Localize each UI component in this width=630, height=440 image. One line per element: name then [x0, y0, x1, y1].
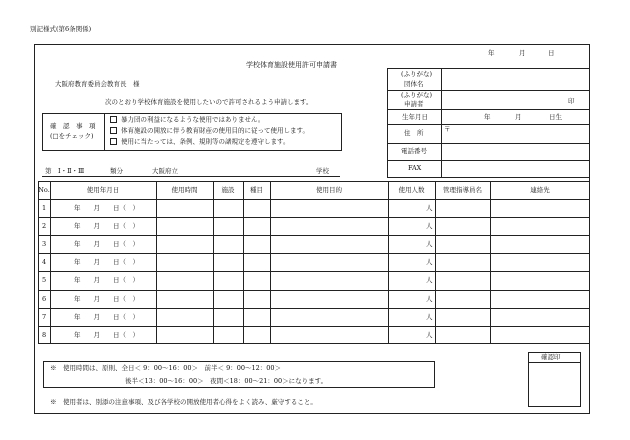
- phone-label: 電話番号: [401, 147, 427, 155]
- row-number: 4: [42, 258, 47, 267]
- date-day: 日: [548, 49, 555, 57]
- row-date: 年 月 日（ ）: [74, 222, 139, 231]
- intro-text: 次のとおり学校体育施設を使用したいので許可されるよう申請します。: [105, 98, 313, 106]
- row-number: 5: [42, 276, 47, 285]
- row-date: 年 月 日（ ）: [74, 312, 139, 321]
- checkbox-1[interactable]: [110, 116, 117, 123]
- category-pref: 大阪府立: [152, 167, 178, 175]
- postal-mark: 〒: [444, 125, 451, 133]
- row-date: 年 月 日（ ）: [74, 276, 139, 285]
- row-date: 年 月 日（ ）: [74, 258, 139, 267]
- time-note-line1: ※ 使用時間は、原則、全日＜ 9：00〜16：00＞ 前半＜ 9：00〜12：00＞: [50, 364, 282, 372]
- furigana-group-label: (ふりがな): [401, 70, 433, 78]
- category-suffix: 類分: [110, 167, 123, 175]
- table-header: 施設: [221, 186, 235, 194]
- fax-label: FAX: [408, 164, 422, 172]
- table-header: No.: [38, 186, 50, 194]
- row-number: 6: [42, 294, 47, 303]
- row-number: 8: [42, 330, 47, 339]
- row-date: 年 月 日（ ）: [74, 330, 139, 339]
- confirm-item-1[interactable]: 暴力団の利益になるような使用ではありません。: [110, 116, 264, 123]
- row-date: 年 月 日（ ）: [74, 204, 139, 212]
- seal-mark: 印: [568, 97, 575, 105]
- row-number: 1: [42, 204, 47, 212]
- row-people-unit: 人: [426, 240, 433, 249]
- row-people-unit: 人: [426, 294, 433, 303]
- addressee: 大阪府教育委員会教育長 様: [55, 80, 140, 88]
- address-label: 住 所: [404, 129, 424, 137]
- category-roman: Ⅰ・Ⅱ・Ⅲ: [58, 167, 85, 175]
- row-date: 年 月 日（ ）: [74, 240, 139, 249]
- confirm-item-2[interactable]: 体育施設の開放に伴う教育財産の使用目的に従って使用します。: [110, 127, 309, 134]
- form-title: 学校体育施設使用許可申請書: [246, 61, 337, 69]
- birth-month: 月: [515, 113, 522, 121]
- category-prefix: 第: [45, 167, 52, 175]
- row-people-unit: 人: [426, 330, 433, 339]
- row-people-unit: 人: [426, 204, 433, 212]
- table-header: 使用目的: [316, 186, 342, 194]
- group-name-label: 団体名: [404, 80, 424, 88]
- confirm-label-check: (□をチェック): [50, 132, 94, 140]
- confirm-label: 確 認 事 項: [50, 122, 96, 130]
- footer-note: ※ 使用者は、別添の注意事項、及び各学校の開放使用者心得をよく読み、厳守すること。: [50, 398, 317, 406]
- row-number: 3: [42, 240, 47, 249]
- applicant-label: 申請者: [404, 100, 424, 108]
- date-month: 月: [519, 49, 526, 57]
- row-people-unit: 人: [426, 222, 433, 231]
- table-header: 管理指導員名: [443, 186, 482, 194]
- table-header: 連絡先: [530, 186, 550, 194]
- stamp-label: 確認印: [541, 353, 561, 361]
- date-year: 年: [488, 49, 495, 57]
- birth-year: 年: [484, 113, 491, 121]
- table-header: 使用時間: [171, 186, 198, 194]
- checkbox-2[interactable]: [110, 127, 117, 134]
- row-people-unit: 人: [426, 276, 433, 285]
- category-school: 学校: [316, 167, 329, 175]
- row-number: 7: [42, 312, 47, 321]
- furigana-person-label: (ふりがな): [401, 91, 433, 99]
- table-header: 使用年月日: [86, 186, 120, 194]
- row-people-unit: 人: [426, 312, 433, 321]
- row-number: 2: [42, 222, 47, 231]
- row-date: 年 月 日（ ）: [74, 294, 139, 303]
- table-header: 種目: [250, 186, 263, 194]
- form-number: 別記様式(第6条関係): [30, 25, 92, 33]
- time-note-line2: 後半＜13：00〜16：00＞ 夜間＜18：00〜21：00＞になります。: [125, 377, 328, 385]
- row-people-unit: 人: [426, 258, 433, 267]
- table-header: 使用人数: [398, 186, 425, 194]
- confirm-item-3[interactable]: 使用に当たっては、条例、規則等の諸規定を遵守します。: [110, 138, 289, 145]
- checkbox-3[interactable]: [110, 138, 117, 145]
- birth-label: 生年月日: [402, 113, 428, 121]
- birth-day: 日生: [549, 113, 562, 121]
